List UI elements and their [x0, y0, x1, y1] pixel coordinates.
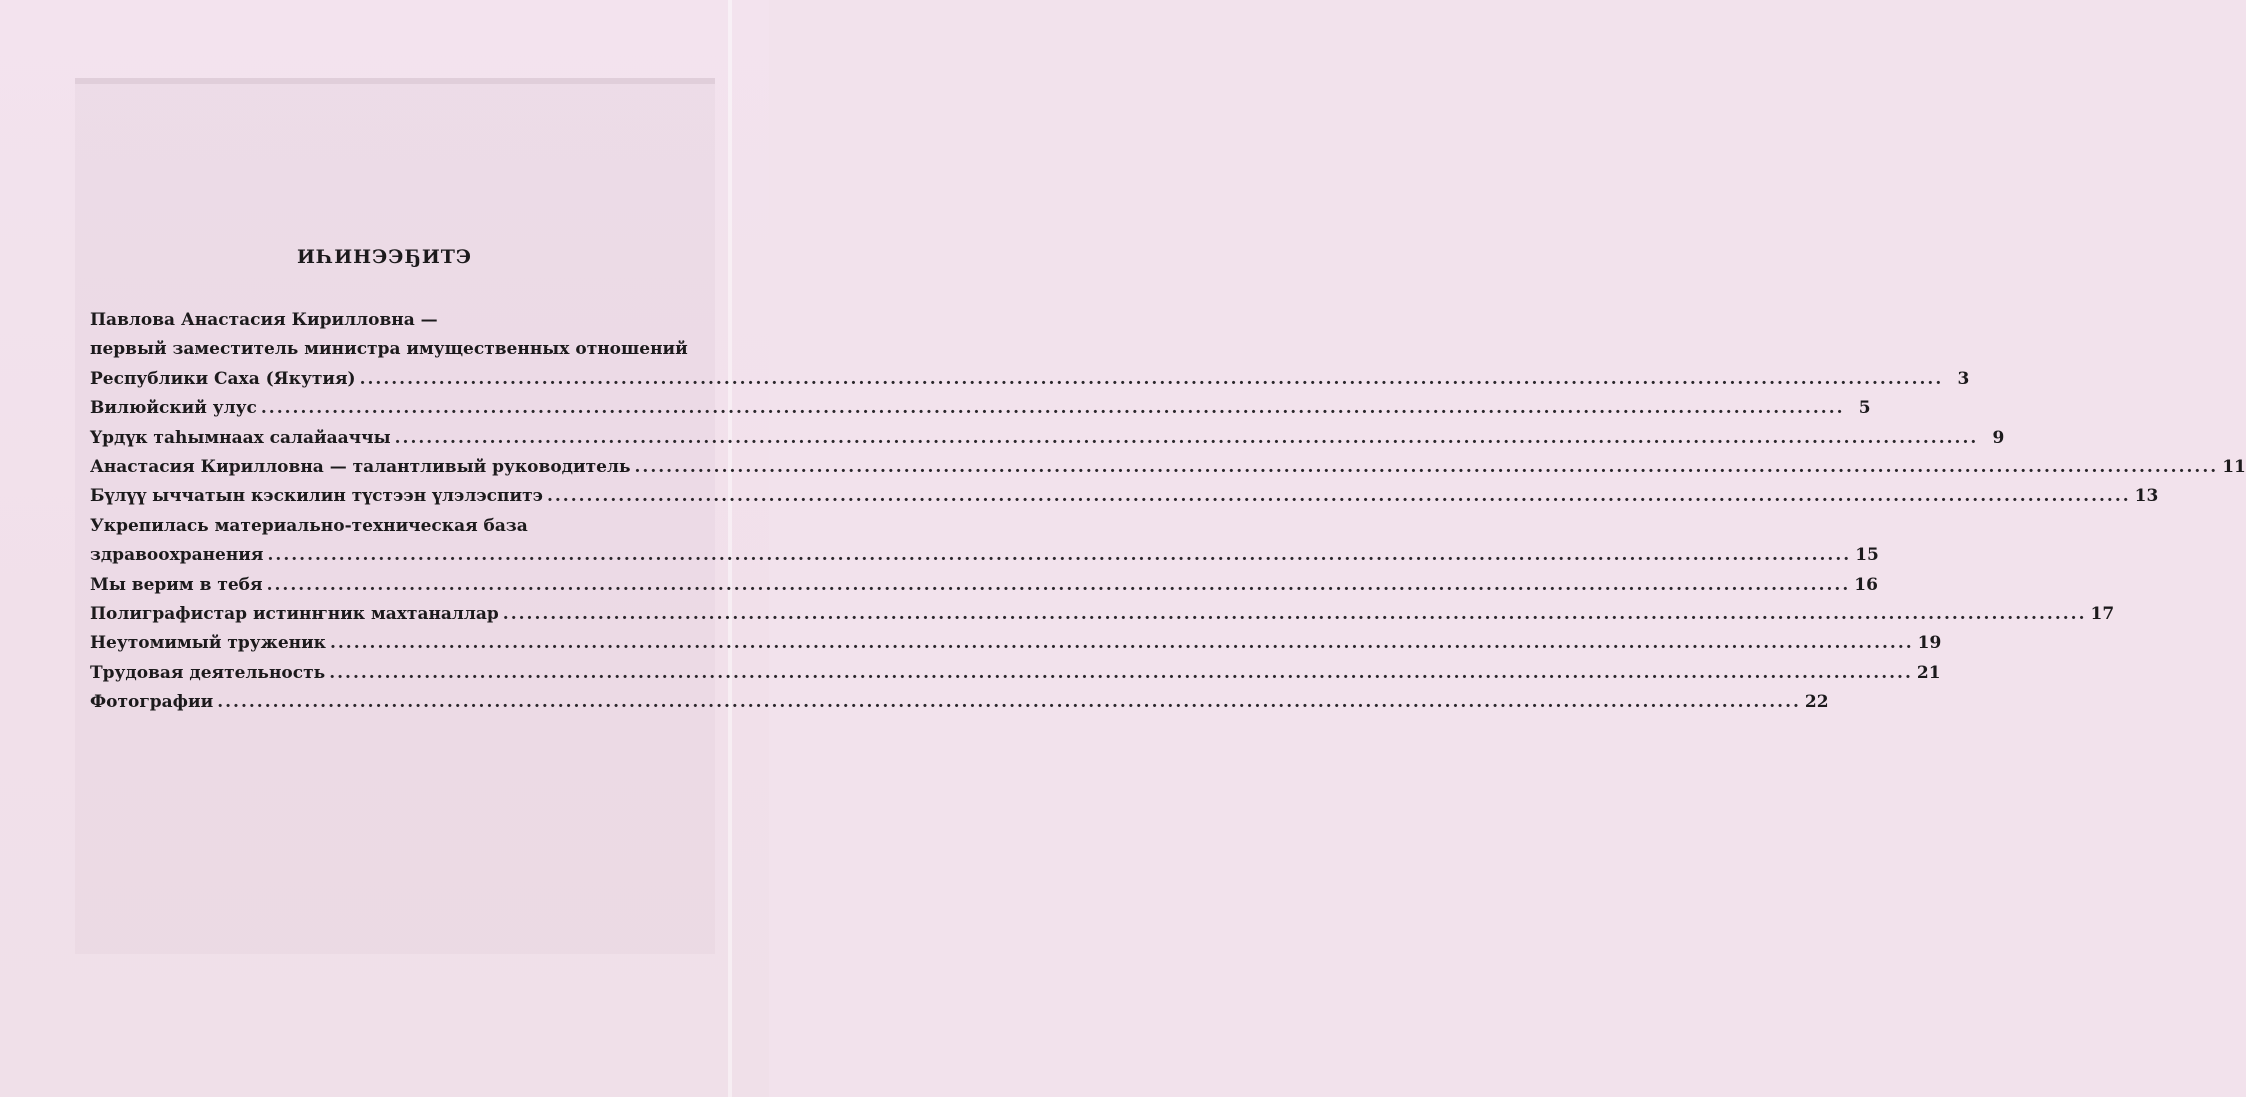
toc-leader-dots: ........................................................................................................................................................................................................	[266, 574, 1851, 595]
toc-leader-dots: ........................................................................................................................................................................................................	[217, 692, 1801, 713]
toc-entry	[90, 512, 711, 541]
toc-entry	[90, 424, 2005, 453]
toc-entry-text: Үрдүк таһымнаах салайааччы	[90, 427, 391, 448]
toc-entry-text: Неутомимый труженик	[90, 633, 326, 654]
toc-entry	[90, 394, 1871, 423]
toc-entry	[90, 571, 1878, 600]
toc-page-number: 3	[1957, 368, 1970, 389]
toc-leader-dots: ........................................................................................................................................................................................................	[260, 398, 1845, 419]
toc-page-number: 17	[2090, 603, 2115, 624]
toc-entry	[90, 541, 1879, 570]
toc-page-number: 5	[1858, 398, 1871, 419]
toc-entry-text: Вилюйский улус	[90, 398, 257, 419]
toc-entry-text: Республики Саха (Якутия)	[90, 368, 356, 389]
toc-entry-text: Бүлүү ыччатын кэскилин түстээн үлэлэспитэ	[90, 486, 543, 507]
toc-page-number: 9	[1992, 427, 2005, 448]
toc-entry	[90, 365, 1970, 394]
toc-entry-text: Укрепилась материально-техническая база	[90, 515, 528, 536]
toc-entry	[90, 335, 711, 364]
toc-leader-dots: ........................................................................................................................................................................................................	[502, 603, 2087, 624]
toc-leader-dots: ........................................................................................................................................................................................................	[267, 545, 1852, 566]
toc-entry-text: Анастасия Кирилловна — талантливый руководитель	[90, 456, 631, 477]
toc-entry-text: Трудовая деятельность	[90, 662, 326, 683]
toc-page-number: 19	[1917, 633, 1942, 654]
toc-leader-dots: ........................................................................................................................................................................................................	[329, 633, 1914, 654]
toc-entry-text: Мы верим в тебя	[90, 574, 263, 595]
toc-entry	[90, 600, 2115, 629]
toc-leader-dots: ........................................................................................................................................................................................................	[359, 368, 1944, 389]
toc-leader-dots: ........................................................................................................................................................................................................	[329, 662, 1913, 683]
contents-title: ИҺИНЭЭҔИТЭ	[296, 246, 473, 268]
toc-leader-dots: ........................................................................................................................................................................................................	[634, 456, 2219, 477]
toc-entry-text: здравоохранения	[90, 545, 264, 566]
toc-leader-dots: ........................................................................................................................................................................................................	[546, 486, 2131, 507]
toc-entry-text: первый заместитель министра имущественных отношений	[90, 339, 688, 360]
toc-entry	[90, 659, 1941, 688]
toc-entry-text: Павлова Анастасия Кирилловна —	[90, 310, 438, 330]
toc-page-number: 16	[1854, 574, 1878, 595]
toc-page-number: 11	[2222, 456, 2246, 477]
toc-entry	[90, 629, 1942, 658]
toc-entry	[90, 453, 2246, 482]
toc-entry	[90, 306, 711, 335]
table-of-contents	[90, 306, 2246, 717]
toc-page-number: 15	[1855, 545, 1879, 566]
toc-page-number: 21	[1916, 662, 1941, 683]
toc-entry-text: Фотографии	[90, 692, 214, 713]
toc-page-number: 22	[1804, 692, 1829, 713]
toc-page-number: 13	[2134, 486, 2159, 507]
toc-leader-dots: ........................................................................................................................................................................................................	[394, 427, 1979, 448]
toc-entry	[90, 688, 1829, 717]
toc-entry	[90, 482, 2159, 511]
toc-entry-text: Полиграфистар истинҥник махтаналлар	[90, 603, 499, 624]
